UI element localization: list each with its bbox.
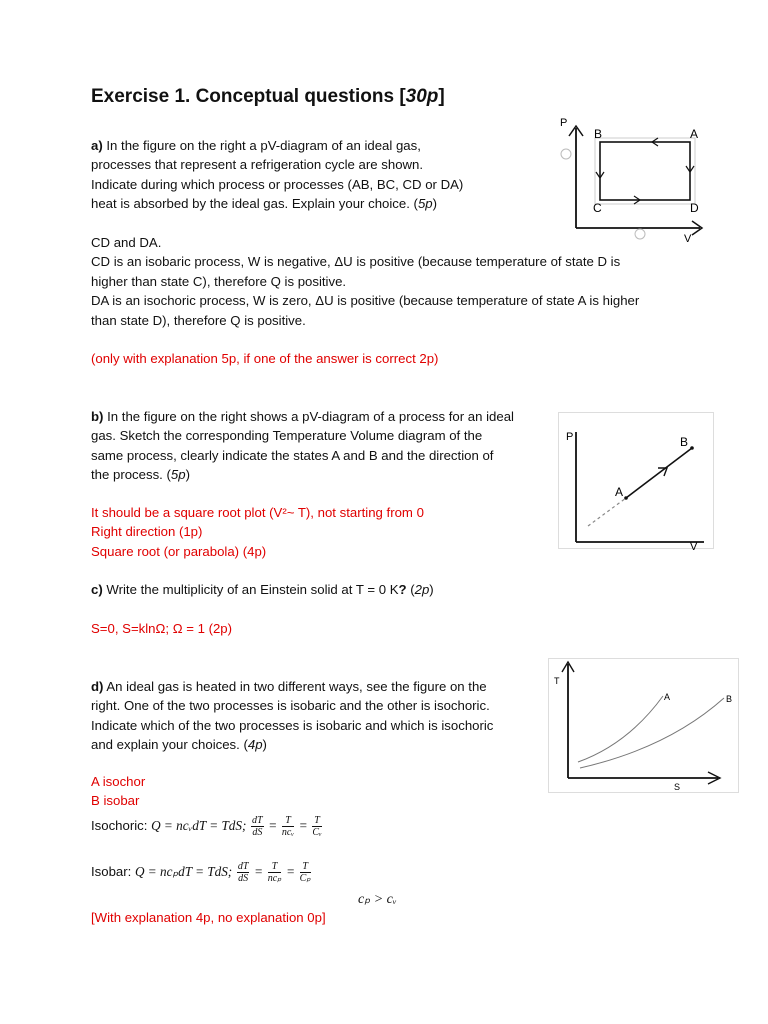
v-axis-label-b: V (690, 541, 698, 552)
s-axis-label: S (674, 782, 681, 792)
p-axis-label-b: P (566, 431, 574, 443)
state-b-label: B (594, 127, 603, 141)
t-axis-label: T (554, 676, 560, 686)
figure-d-ts-curves (548, 658, 740, 794)
state-c-label: C (593, 201, 602, 215)
cp-cv-comparison: cₚ > cᵥ (358, 892, 397, 907)
answer-d: A isochor B isobar (91, 774, 146, 809)
question-b: b) In the figure on the right shows a pV-diagram of a process for an ideal gas. Sketch the corresponding Temperature Volume diagram of the same process, clearly indicate the states A and B and the direction of the process. (5p) (91, 409, 514, 483)
curve-b-label: B (726, 694, 733, 704)
answer-b: It should be a square root plot (V²~ T), not starting from 0 Right direction (1p) Square root (or parabola) (4p) (91, 505, 424, 559)
state-d-label: D (690, 201, 699, 215)
figure-b-pv-line (558, 412, 718, 552)
answer-a: CD and DA. CD is an isobaric process, W is negative, ΔU is positive (because temperature of state D is higher than state C), therefore Q is positive. DA is an isochoric process, W is zero, ΔU is positive (because temperature of state A is higher than state D), therefore Q is positive. (91, 235, 640, 328)
state-a-label-b: A (615, 485, 624, 499)
page-title: Exercise 1. Conceptual questions [30p] (91, 86, 445, 107)
isobar-equation: Isobar: Q = ncₚdT = TdS; $\frac{dT}{dS}$ = $\frac{T}{\text{ncₚ}}$ = $\frac{T}{\text{Cₚ}}$ (91, 861, 311, 885)
question-a: a) In the figure on the right a pV-diagram of an ideal gas, processes that represent a refrigeration cycle are shown. Indicate during which process or processes (AB, BC, CD or DA) heat is absorbed by the ideal gas. Explain your choice. (5p) (91, 138, 464, 212)
isochoric-equation: Isochoric: Q = ncᵥdT = TdS; $\frac{dT}{dS}$ = $\frac{T}{\text{ncᵥ}}$ = $\frac{T}{\text{Cᵥ}}$ (91, 815, 322, 839)
grading-d: [With explanation 4p, no explanation 0p] (91, 910, 326, 925)
state-b-label-b: B (680, 435, 689, 449)
state-a-label: A (690, 127, 699, 141)
v-axis-label: V (684, 233, 692, 245)
p-axis-label: P (560, 117, 568, 129)
question-d: d) An ideal gas is heated in two different ways, see the figure on the right. One of the two processes is isobaric and the other is isochoric. Indicate which of the two processes is isobaric and which is isochoric and explain your choices. (4p) (91, 679, 494, 753)
grading-a: (only with explanation 5p, if one of the answer is correct 2p) (91, 351, 439, 366)
figure-a-pv-cycle (540, 108, 720, 248)
answer-c: S=0, S=klnΩ; Ω = 1 (2p) (91, 621, 233, 636)
curve-a-label: A (664, 692, 671, 702)
question-c: c) Write the multiplicity of an Einstein solid at T = 0 K? (2p) (91, 582, 434, 597)
